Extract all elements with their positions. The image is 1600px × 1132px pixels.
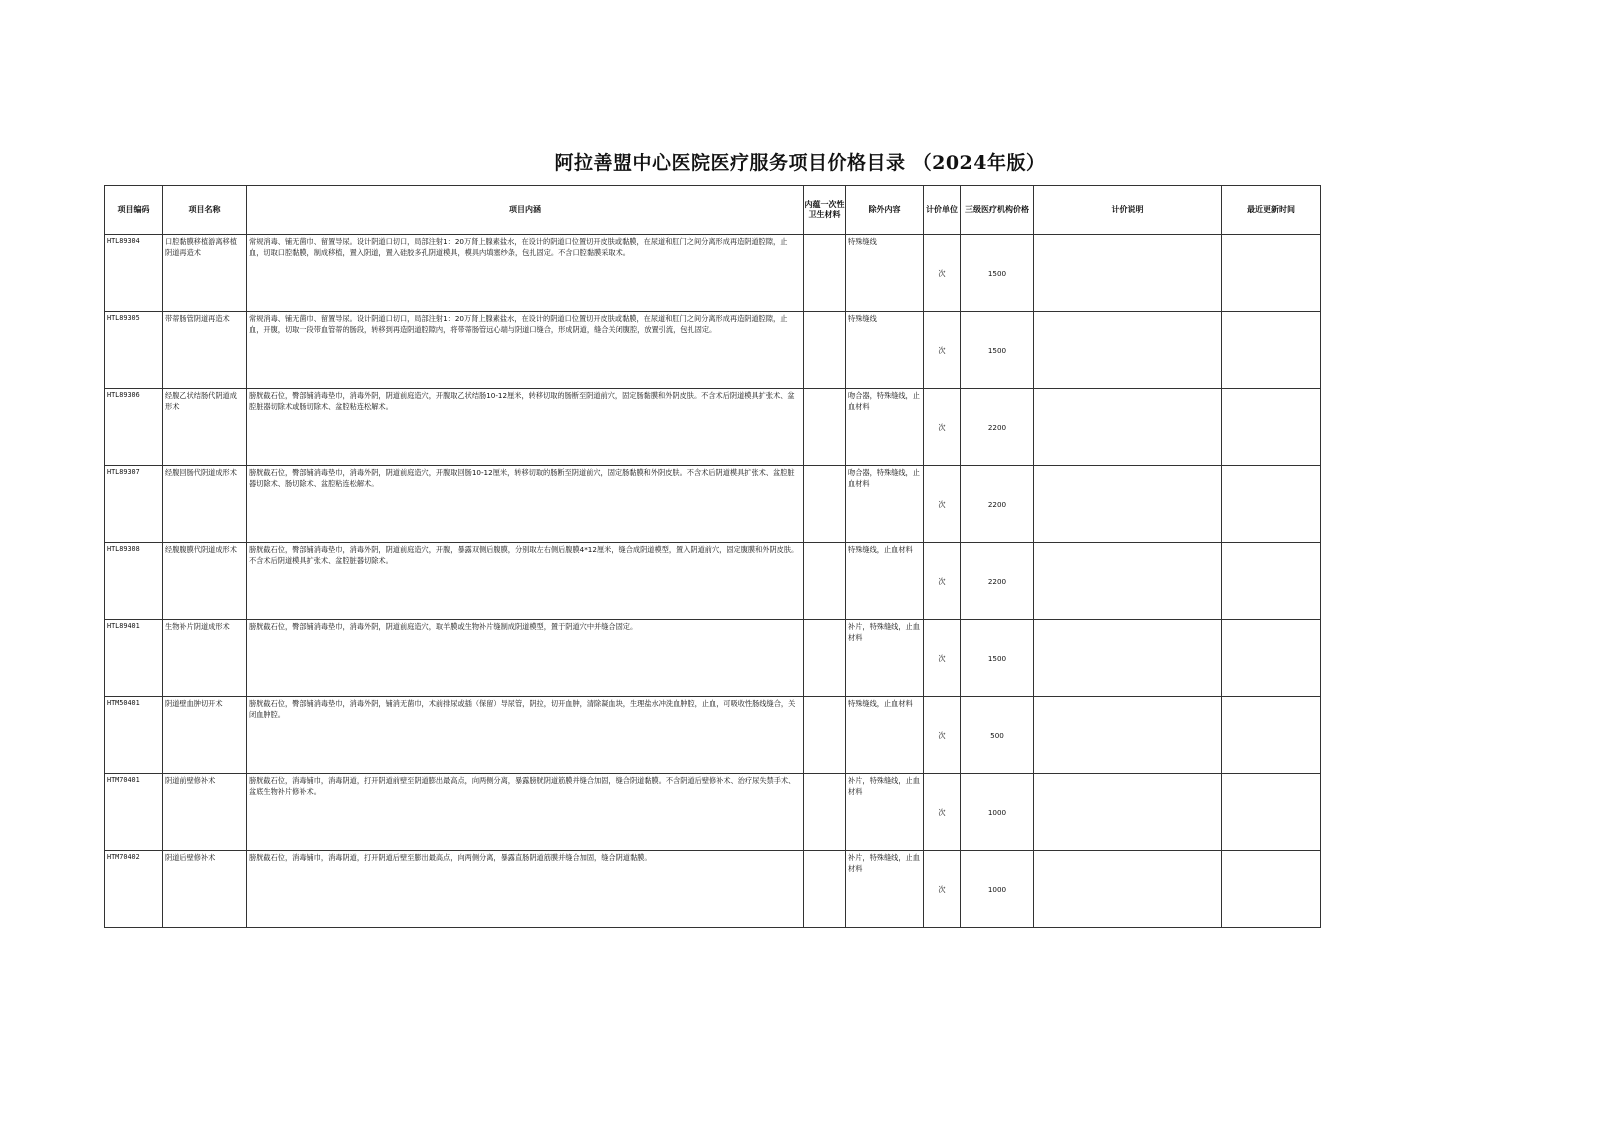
cell-unit: 次 xyxy=(924,543,961,620)
cell-excluded: 吻合器，特殊缝线，止血材料 xyxy=(846,466,924,543)
cell-updated xyxy=(1222,543,1321,620)
cell-updated xyxy=(1222,697,1321,774)
header-updated: 最近更新时间 xyxy=(1222,186,1321,235)
price-table xyxy=(104,185,1321,928)
cell-note xyxy=(1034,774,1222,851)
header-note: 计价说明 xyxy=(1034,186,1222,235)
cell-unit: 次 xyxy=(924,774,961,851)
cell-name: 带蒂肠管阴道再造术 xyxy=(163,312,247,389)
cell-note xyxy=(1034,620,1222,697)
header-unit: 计价单位 xyxy=(924,186,961,235)
cell-note xyxy=(1034,466,1222,543)
cell-code: HTM70401 xyxy=(105,774,163,851)
cell-price: 1500 xyxy=(961,235,1034,312)
cell-code: HTM50401 xyxy=(105,697,163,774)
cell-consumable xyxy=(804,620,846,697)
table-row xyxy=(105,697,1321,774)
cell-excluded: 特殊缝线，止血材料 xyxy=(846,543,924,620)
header-content: 项目内涵 xyxy=(247,186,804,235)
cell-excluded: 特殊缝线 xyxy=(846,235,924,312)
cell-content: 膀胱截石位，臀部铺消毒垫巾，消毒外阴，阴道前庭造穴，开腹，暴露双侧后腹膜，分别取左右侧后腹膜4*12厘米，缝合成阴道模型，置入阴道前穴，固定腹膜和外阴皮肤。不含术后阴道模具扩张术、盆腔脏器切除术。 xyxy=(247,543,804,620)
cell-price: 2200 xyxy=(961,389,1034,466)
cell-price: 500 xyxy=(961,697,1034,774)
cell-note xyxy=(1034,389,1222,466)
cell-content: 常规消毒、铺无菌巾、留置导尿。设计阴道口切口，局部注射1：20万肾上腺素盐水，在设计的阴道口位置切开皮肤或黏膜，在尿道和肛门之间分离形成再造阴道腔隙，止血，切取口腔黏膜，制成移植，置入阴道，置入硅胶多孔阴道模具，模具内填塞纱条，包扎固定。不含口腔黏膜采取术。 xyxy=(247,235,804,312)
cell-name: 口腔黏膜移植游离移植阴道再造术 xyxy=(163,235,247,312)
document-title: 阿拉善盟中心医院医疗服务项目价格目录 （2024年版） xyxy=(554,152,1046,174)
cell-name: 阴道壁血肿切开术 xyxy=(163,697,247,774)
cell-consumable xyxy=(804,235,846,312)
cell-excluded: 吻合器，特殊缝线，止血材料 xyxy=(846,389,924,466)
cell-updated xyxy=(1222,389,1321,466)
cell-price: 2200 xyxy=(961,466,1034,543)
cell-updated xyxy=(1222,235,1321,312)
cell-note xyxy=(1034,312,1222,389)
cell-note xyxy=(1034,235,1222,312)
cell-code: HTL89401 xyxy=(105,620,163,697)
cell-note xyxy=(1034,697,1222,774)
cell-name: 经腹回肠代阴道成形术 xyxy=(163,466,247,543)
cell-excluded: 特殊缝线 xyxy=(846,312,924,389)
cell-consumable xyxy=(804,466,846,543)
cell-updated xyxy=(1222,466,1321,543)
table-row xyxy=(105,774,1321,851)
cell-code: HTL89304 xyxy=(105,235,163,312)
cell-content: 膀胱截石位，臀部铺消毒垫巾，消毒外阴，阴道前庭造穴，开腹取回肠10-12厘米，转移切取的肠断至阴道前穴，固定肠黏膜和外阴皮肤。不含术后阴道模具扩张术、盆腔脏器切除术、肠切除术、盆腔粘连松解术。 xyxy=(247,466,804,543)
cell-content: 膀胱截石位，消毒铺巾，消毒阴道，打开阴道前壁至阴道膨出最高点，向两侧分离，暴露膀胱阴道筋膜并缝合加固，缝合阴道黏膜。不含阴道后壁修补术、治疗尿失禁手术、盆底生物补片修补术。 xyxy=(247,774,804,851)
cell-note xyxy=(1034,543,1222,620)
cell-updated xyxy=(1222,620,1321,697)
table-row xyxy=(105,312,1321,389)
cell-price: 1500 xyxy=(961,620,1034,697)
cell-updated xyxy=(1222,312,1321,389)
cell-unit: 次 xyxy=(924,851,961,928)
cell-name: 生物补片阴道成形术 xyxy=(163,620,247,697)
cell-name: 经腹腹膜代阴道成形术 xyxy=(163,543,247,620)
table-row xyxy=(105,466,1321,543)
cell-code: HTL89307 xyxy=(105,466,163,543)
cell-name: 阴道前壁修补术 xyxy=(163,774,247,851)
header-consumable: 内蕴一次性卫生材料 xyxy=(804,186,846,235)
cell-price: 1000 xyxy=(961,774,1034,851)
table-row xyxy=(105,235,1321,312)
cell-updated xyxy=(1222,774,1321,851)
cell-unit: 次 xyxy=(924,466,961,543)
header-code: 项目编码 xyxy=(105,186,163,235)
table-row xyxy=(105,543,1321,620)
cell-code: HTL89306 xyxy=(105,389,163,466)
cell-name: 经腹乙状结肠代阴道成形术 xyxy=(163,389,247,466)
cell-unit: 次 xyxy=(924,620,961,697)
cell-code: HTL89305 xyxy=(105,312,163,389)
cell-excluded: 补片，特殊缝线，止血材料 xyxy=(846,620,924,697)
cell-content: 膀胱截石位，臀部铺消毒垫巾，消毒外阴，阴道前庭造穴，取羊膜或生物补片缝制成阴道模型，置于阴道穴中并缝合固定。 xyxy=(247,620,804,697)
cell-unit: 次 xyxy=(924,697,961,774)
cell-excluded: 补片，特殊缝线，止血材料 xyxy=(846,851,924,928)
cell-price: 1500 xyxy=(961,312,1034,389)
table-row xyxy=(105,389,1321,466)
cell-unit: 次 xyxy=(924,389,961,466)
cell-content: 膀胱截石位，臀部铺消毒垫巾，消毒外阴，铺消无菌巾，术前排尿或插（保留）导尿管，阴拉，切开血肿，清除凝血块，生理盐水冲洗血肿腔，止血，可吸收性肠线缝合，关闭血肿腔。 xyxy=(247,697,804,774)
cell-excluded: 补片，特殊缝线，止血材料 xyxy=(846,774,924,851)
cell-unit: 次 xyxy=(924,312,961,389)
header-excluded: 除外内容 xyxy=(846,186,924,235)
cell-unit: 次 xyxy=(924,235,961,312)
cell-content: 常规消毒、铺无菌巾、留置导尿。设计阴道口切口，局部注射1：20万肾上腺素盐水，在设计的阴道口位置切开皮肤或黏膜，在尿道和肛门之间分离形成再造阴道腔隙，止血，开腹，切取一段带血管蒂的肠段，转移到再造阴道腔隙内，将带蒂肠管远心端与阴道口缝合，形成阴道，缝合关闭腹腔，放置引流，包扎固定。 xyxy=(247,312,804,389)
cell-consumable xyxy=(804,543,846,620)
cell-consumable xyxy=(804,312,846,389)
table-row xyxy=(105,851,1321,928)
cell-consumable xyxy=(804,389,846,466)
cell-name: 阴道后壁修补术 xyxy=(163,851,247,928)
cell-code: HTL89308 xyxy=(105,543,163,620)
cell-excluded: 特殊缝线，止血材料 xyxy=(846,697,924,774)
cell-note xyxy=(1034,851,1222,928)
header-name: 项目名称 xyxy=(163,186,247,235)
table-row xyxy=(105,620,1321,697)
cell-content: 膀胱截石位，消毒铺巾，消毒阴道，打开阴道后壁至膨出最高点，向两侧分离，暴露直肠阴道筋膜并缝合加固，缝合阴道黏膜。 xyxy=(247,851,804,928)
header-row xyxy=(105,186,1321,235)
cell-content: 膀胱截石位，臀部铺消毒垫巾，消毒外阴，阴道前庭造穴，开腹取乙状结肠10-12厘米，转移切取的肠断至阴道前穴，固定肠黏膜和外阴皮肤。不含术后阴道模具扩张术、盆腔脏器切除术或肠切除术、盆腔粘连松解术。 xyxy=(247,389,804,466)
cell-consumable xyxy=(804,774,846,851)
cell-consumable xyxy=(804,851,846,928)
header-price: 三级医疗机构价格 xyxy=(961,186,1034,235)
cell-consumable xyxy=(804,697,846,774)
cell-price: 2200 xyxy=(961,543,1034,620)
cell-code: HTM70402 xyxy=(105,851,163,928)
cell-updated xyxy=(1222,851,1321,928)
cell-price: 1000 xyxy=(961,851,1034,928)
